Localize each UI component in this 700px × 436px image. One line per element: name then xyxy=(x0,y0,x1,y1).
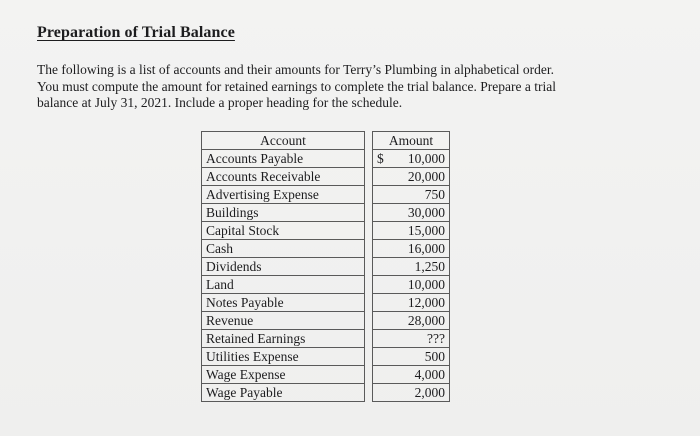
amount-cell: 1,250 xyxy=(373,258,450,276)
column-gap xyxy=(365,132,373,150)
account-name-cell: Cash xyxy=(202,240,365,258)
table-row xyxy=(202,222,450,240)
account-name-cell: Accounts Payable xyxy=(202,150,365,168)
table-row xyxy=(202,312,450,330)
table-row xyxy=(202,384,450,402)
column-gap xyxy=(365,348,373,366)
accounts-table xyxy=(201,131,450,402)
amount-value: 10,000 xyxy=(407,151,445,166)
column-gap xyxy=(365,222,373,240)
table-header-row xyxy=(202,132,450,150)
account-column-header: Account xyxy=(202,132,365,150)
amount-cell: 30,000 xyxy=(373,204,450,222)
account-name-cell: Accounts Receivable xyxy=(202,168,365,186)
amount-cell: 15,000 xyxy=(373,222,450,240)
amount-cell xyxy=(373,150,450,168)
instructions-line: The following is a list of accounts and their amounts for Terry’s Plumbing in alphabetical order. xyxy=(37,62,554,77)
instructions-line: You must compute the amount for retained earnings to complete the trial balance. Prepare a trial xyxy=(37,78,556,94)
table-row xyxy=(202,186,450,204)
amount-cell: 4,000 xyxy=(373,366,450,384)
instructions-paragraph xyxy=(37,62,637,112)
account-name-cell: Advertising Expense xyxy=(202,186,365,204)
table-row xyxy=(202,204,450,222)
column-gap xyxy=(365,240,373,258)
column-gap xyxy=(365,258,373,276)
account-name-cell: Land xyxy=(202,276,365,294)
column-gap xyxy=(365,312,373,330)
column-gap xyxy=(365,204,373,222)
column-gap xyxy=(365,330,373,348)
account-name-cell: Revenue xyxy=(202,312,365,330)
table-row xyxy=(202,294,450,312)
table-row xyxy=(202,150,450,168)
table-row xyxy=(202,168,450,186)
amount-cell: 28,000 xyxy=(373,312,450,330)
column-gap xyxy=(365,366,373,384)
amount-cell: 500 xyxy=(373,348,450,366)
column-gap xyxy=(365,186,373,204)
amount-cell: 20,000 xyxy=(373,168,450,186)
amount-cell: 12,000 xyxy=(373,294,450,312)
account-name-cell: Notes Payable xyxy=(202,294,365,312)
currency-symbol: $ xyxy=(377,151,384,166)
table-row xyxy=(202,366,450,384)
table-row xyxy=(202,258,450,276)
accounts-table-body xyxy=(202,150,450,402)
table-row xyxy=(202,276,450,294)
column-gap xyxy=(365,168,373,186)
amount-column-header: Amount xyxy=(373,132,450,150)
amount-cell: ??? xyxy=(373,330,450,348)
accounts-table-container xyxy=(201,131,450,402)
table-row xyxy=(202,348,450,366)
account-name-cell: Utilities Expense xyxy=(202,348,365,366)
column-gap xyxy=(365,276,373,294)
amount-cell: 10,000 xyxy=(373,276,450,294)
table-row xyxy=(202,240,450,258)
amount-cell: 750 xyxy=(373,186,450,204)
amount-cell: 2,000 xyxy=(373,384,450,402)
amount-cell: 16,000 xyxy=(373,240,450,258)
account-name-cell: Retained Earnings xyxy=(202,330,365,348)
column-gap xyxy=(365,150,373,168)
table-row xyxy=(202,330,450,348)
account-name-cell: Wage Payable xyxy=(202,384,365,402)
column-gap xyxy=(365,294,373,312)
account-name-cell: Capital Stock xyxy=(202,222,365,240)
column-gap xyxy=(365,384,373,402)
account-name-cell: Dividends xyxy=(202,258,365,276)
account-name-cell: Buildings xyxy=(202,204,365,222)
page-title: Preparation of Trial Balance xyxy=(37,24,235,41)
account-name-cell: Wage Expense xyxy=(202,366,365,384)
instructions-line: balance at July 31, 2021. Include a proper heading for the schedule. xyxy=(37,95,403,110)
